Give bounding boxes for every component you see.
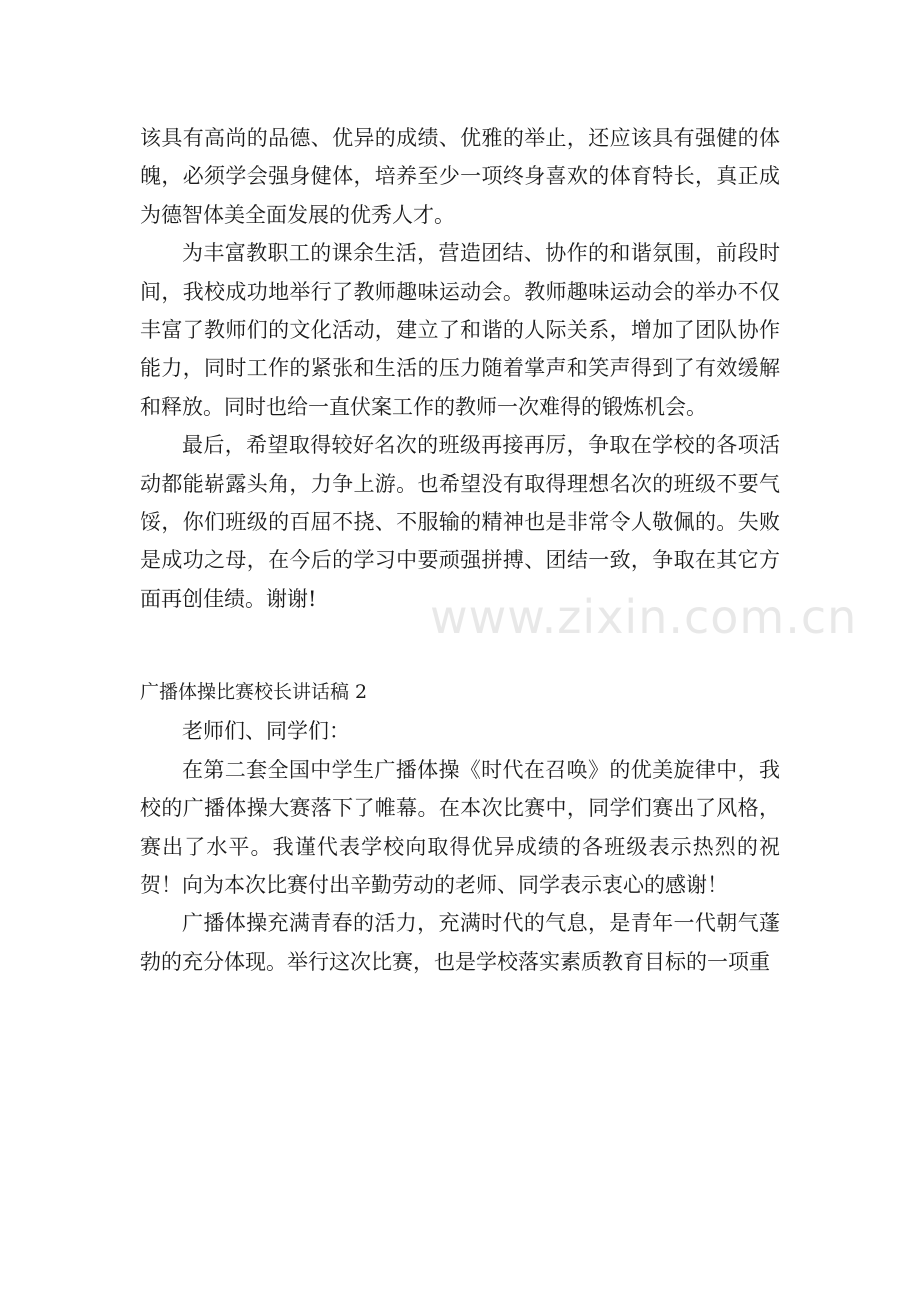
paragraph-closing: 最后，希望取得较好名次的班级再接再厉，争取在学校的各项活动都能崭露头角，力争上游。也希望没有取得理想名次的班级不要气馁，你们班级的百屈不挠、不服输的精神也是非常令人敬佩的。失败是成功之母，在今后的学习中要顽强拼搏、团结一致，争取在其它方面再创佳绩。谢谢!	[140, 433, 780, 611]
salutation: 老师们、同学们：	[182, 719, 350, 744]
section-heading: 广播体操比赛校长讲话稿 2	[140, 681, 368, 704]
watermark: www.zixin.com.cn	[430, 590, 858, 644]
paragraph-teacher-games: 为丰富教职工的课余生活，营造团结、协作的和谐氛围，前段时间，我校成功地举行了教师趣味运动会。教师趣味运动会的举办不仅丰富了教师们的文化活动，建立了和谐的人际关系，增加了团队协作能力，同时工作的紧张和生活的压力随着掌声和笑声得到了有效缓解和释放。同时也给一直伏案工作的教师一次难得的锻炼机会。	[140, 241, 780, 419]
paragraph-continued: 该具有高尚的品德、优异的成绩、优雅的举止，还应该具有强健的体魄，必须学会强身健体，培养至少一项终身喜欢的体育特长，真正成为德智体美全面发展的优秀人才。	[140, 126, 780, 227]
paragraph-contest-end: 在第二套全国中学生广播体操《时代在召唤》的优美旋律中，我校的广播体操大赛落下了帷幕。在本次比赛中，同学们赛出了风格，赛出了水平。我谨代表学校向取得优异成绩的各班级表示热烈的祝贺！向为本次比赛付出辛勤劳动的老师、同学表示衷心的感谢！	[140, 757, 780, 897]
paragraph-exercise-vitality: 广播体操充满青春的活力，充满时代的气息，是青年一代朝气蓬勃的充分体现。举行这次比赛，也是学校落实素质教育目标的一项重	[140, 911, 780, 974]
section-gap	[140, 618, 780, 672]
document-body	[140, 119, 780, 981]
